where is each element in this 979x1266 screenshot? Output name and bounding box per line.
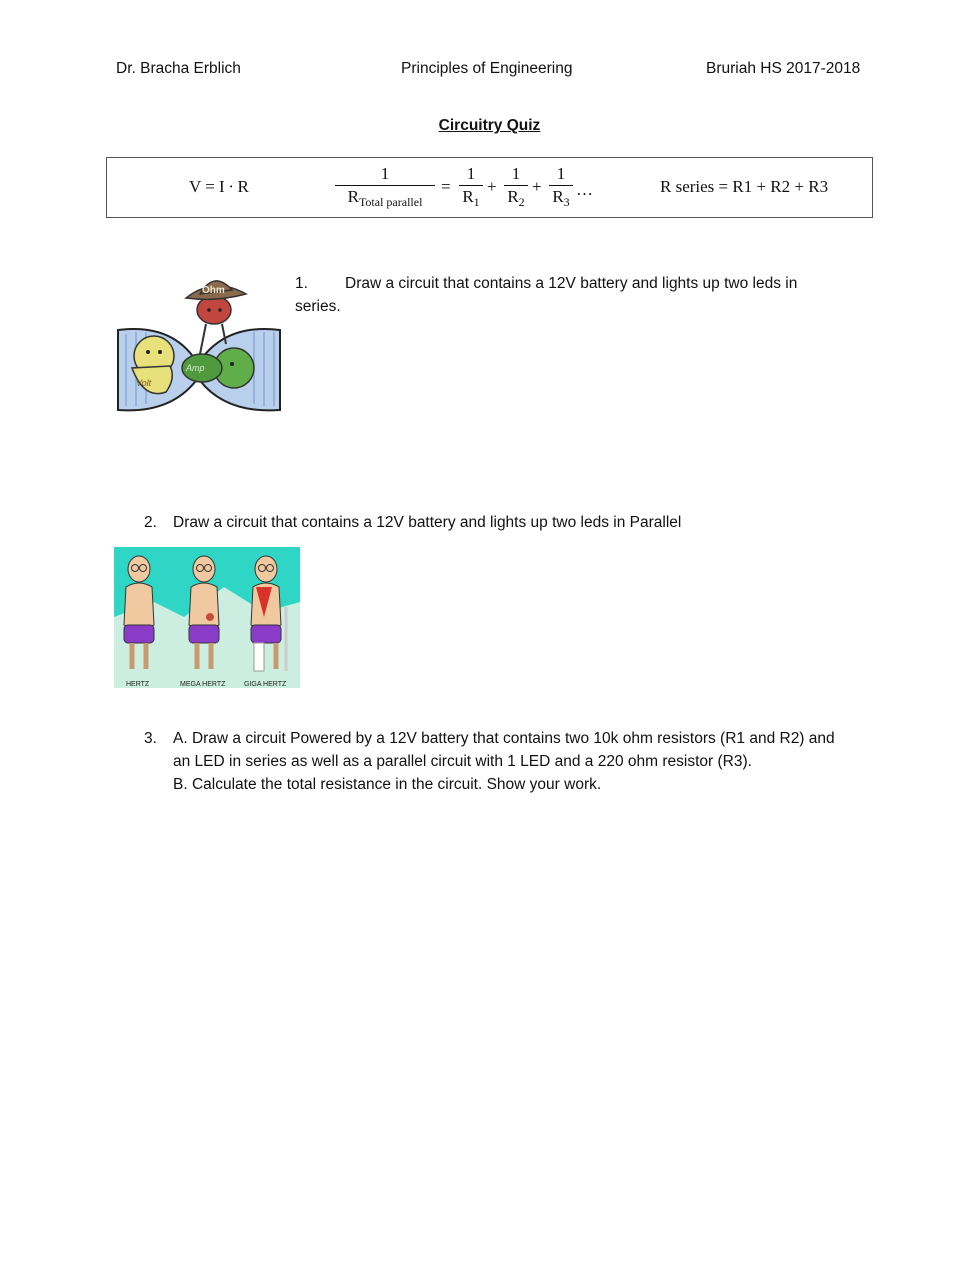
mega-hertz-label: MEGA HERTZ: [180, 681, 226, 688]
page-title: Circuitry Quiz: [438, 117, 541, 134]
hertz-cartoon: [114, 547, 300, 688]
ohm-label: Ohm: [202, 285, 225, 296]
question-3: [144, 727, 874, 793]
question-1-text-line1: Draw a circuit that contains a 12V battery and lights up two leds in: [345, 275, 798, 292]
parallel-lhs-den-main: R: [347, 187, 359, 206]
header-course: Principles of Engineering: [401, 60, 573, 77]
series-formula: R series = R1 + R2 + R3: [660, 177, 829, 196]
parallel-lhs-fraction: [335, 164, 435, 210]
term-3-numerator: 1: [549, 164, 573, 186]
amp-label: Amp: [186, 363, 205, 373]
term-3-den-main: R: [552, 187, 564, 206]
question-2-number: 2.: [144, 514, 157, 531]
header-school-year: Bruriah HS 2017-2018: [706, 60, 861, 77]
giga-hertz-label: GIGA HERTZ: [244, 681, 287, 688]
question-2-text: Draw a circuit that contains a 12V battery and lights up two leds in Parallel: [173, 514, 682, 531]
volt-character: [132, 336, 174, 394]
question-1: [295, 272, 855, 318]
parallel-equals: =: [441, 177, 451, 196]
ohms-law-formula: V = I ∙ R: [189, 177, 249, 196]
term-3-den-sub: 3: [563, 195, 570, 209]
parallel-term-2: [504, 164, 528, 210]
volt-label: Volt: [136, 378, 152, 388]
term-2-den-main: R: [507, 187, 519, 206]
term-2-numerator: 1: [504, 164, 528, 186]
question-1-number: 1.: [295, 275, 308, 292]
parallel-lhs-numerator: 1: [335, 164, 435, 186]
parallel-term-3: [549, 164, 573, 210]
question-3-number: 3.: [144, 730, 157, 747]
term-1-den-sub: 1: [473, 195, 480, 209]
term-1-numerator: 1: [459, 164, 483, 186]
formula-box: [106, 157, 873, 218]
term-1-den-main: R: [462, 187, 474, 206]
parallel-lhs-den-sub: Total parallel: [358, 195, 423, 209]
term-2-den-sub: 2: [518, 195, 525, 209]
hertz-label: HERTZ: [126, 681, 150, 688]
question-1-text-line2: series.: [295, 298, 341, 315]
parallel-ellipsis: …: [576, 180, 593, 199]
question-2: [144, 511, 764, 534]
parallel-plus-1: +: [487, 177, 497, 196]
question-3-line2: an LED in series as well as a parallel circuit with 1 LED and a 220 ohm resistor (R3).: [173, 753, 752, 770]
parallel-plus-2: +: [532, 177, 542, 196]
parallel-term-1: [459, 164, 483, 210]
question-3-line3: B. Calculate the total resistance in the circuit. Show your work.: [173, 776, 602, 793]
ohm-amp-volt-cartoon: [114, 268, 282, 414]
question-3-line1: A. Draw a circuit Powered by a 12V battery that contains two 10k ohm resistors (R1 and R2) and: [173, 730, 835, 747]
header-author: Dr. Bracha Erblich: [116, 60, 241, 77]
